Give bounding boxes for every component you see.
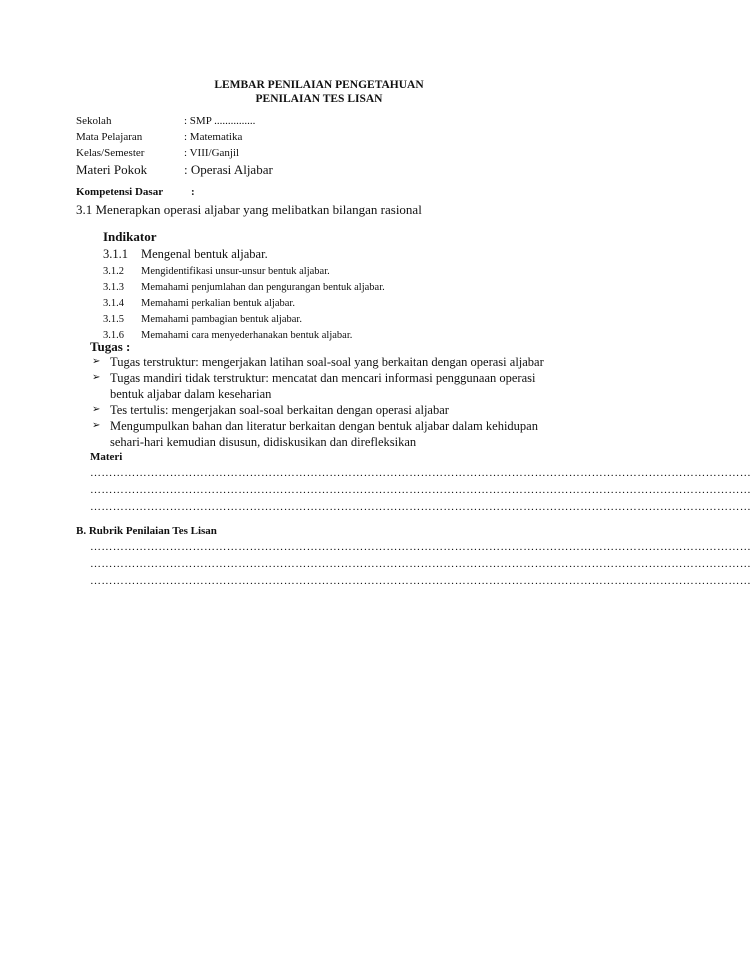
indikator-text: Mengenal bentuk aljabar.	[141, 247, 268, 261]
rubrik-dotted-line: …………………………………………………………………………………………………………………………………………………………	[90, 558, 751, 570]
document-subtitle: PENILAIAN TES LISAN	[255, 93, 383, 105]
materi-dotted-line: …………………………………………………………………………………………………………………………………………………………	[90, 484, 751, 496]
indikator-number: 3.1.2	[103, 266, 124, 277]
tugas-text-continuation: bentuk aljabar dalam keseharian	[110, 387, 272, 401]
rubrik-title: B. Rubrik Penilaian Tes Lisan	[76, 525, 217, 537]
kompetensi-colon: :	[191, 186, 195, 198]
indikator-text: Memahami cara menyederhanakan bentuk aljabar.	[141, 330, 353, 341]
materi-dotted-line: …………………………………………………………………………………………………………………………………………………………	[90, 467, 751, 479]
rubrik-dotted-line: …………………………………………………………………………………………………………………………………………………………	[90, 541, 751, 553]
indikator-text: Memahami perkalian bentuk aljabar.	[141, 298, 295, 309]
arrow-bullet-icon: ➢	[92, 404, 101, 415]
tugas-text: Tugas terstruktur: mengerjakan latihan soal-soal yang berkaitan dengan operasi aljabar	[110, 355, 544, 369]
info-value: : SMP ...............	[184, 115, 256, 127]
info-label: Materi Pokok	[76, 162, 148, 177]
indikator-text: Memahami penjumlahan dan pengurangan bentuk aljabar.	[141, 282, 385, 293]
indikator-number: 3.1.3	[103, 282, 124, 293]
document-title: LEMBAR PENILAIAN PENGETAHUAN	[214, 79, 424, 91]
indikator-text: Memahami pambagian bentuk aljabar.	[141, 314, 302, 325]
info-label: Sekolah	[76, 115, 112, 127]
rubrik-dotted-line: …………………………………………………………………………………………………………………………………………………………	[90, 575, 751, 587]
indikator-title: Indikator	[103, 229, 157, 244]
tugas-title: Tugas :	[90, 339, 131, 354]
info-value: : VIII/Ganjil	[184, 147, 240, 159]
tugas-text: Tes tertulis: mengerjakan soal-soal berkaitan dengan operasi aljabar	[110, 403, 449, 417]
indikator-number: 3.1.1	[103, 247, 128, 261]
indikator-number: 3.1.6	[103, 330, 124, 341]
arrow-bullet-icon: ➢	[92, 356, 101, 367]
tugas-text-continuation: sehari-hari kemudian disusun, didiskusikan dan direfleksikan	[110, 435, 417, 449]
arrow-bullet-icon: ➢	[92, 420, 101, 431]
tugas-text: Mengumpulkan bahan dan literatur berkaitan dengan bentuk aljabar dalam kehidupan	[110, 419, 538, 433]
tugas-text: Tugas mandiri tidak terstruktur: mencatat dan mencari informasi penggunaan operasi	[110, 371, 536, 385]
kompetensi-text: 3.1 Menerapkan operasi aljabar yang melibatkan bilangan rasional	[76, 202, 422, 217]
info-label: Kelas/Semester	[76, 147, 145, 159]
indikator-number: 3.1.5	[103, 314, 124, 325]
materi-dotted-line: …………………………………………………………………………………………………………………………………………………………	[90, 501, 751, 513]
kompetensi-label: Kompetensi Dasar	[76, 186, 164, 198]
materi-title: Materi	[90, 451, 123, 463]
info-label: Mata Pelajaran	[76, 131, 143, 143]
arrow-bullet-icon: ➢	[92, 372, 101, 383]
info-value: : Operasi Aljabar	[184, 162, 273, 177]
indikator-number: 3.1.4	[103, 298, 124, 309]
info-value: : Matematika	[184, 131, 243, 143]
indikator-text: Mengidentifikasi unsur-unsur bentuk aljabar.	[141, 266, 330, 277]
